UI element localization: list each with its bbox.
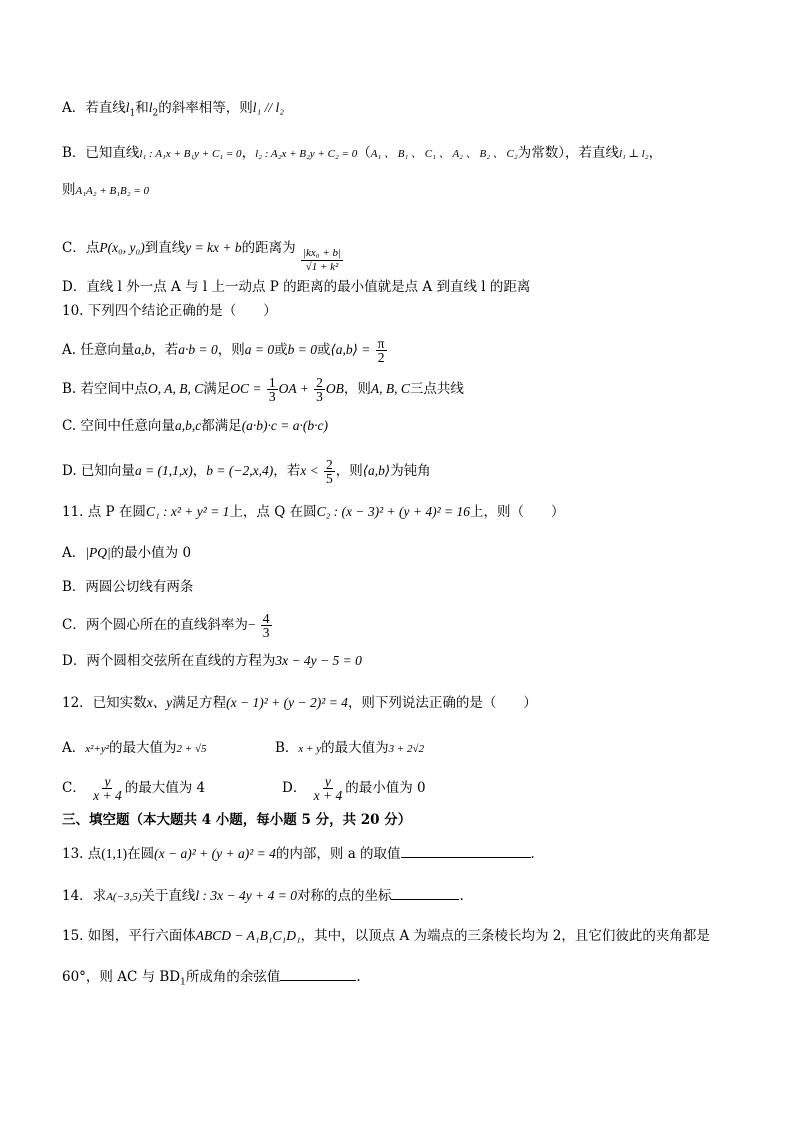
answer-blank-14[interactable]	[391, 887, 459, 900]
option-9b: B．已知直线l₁ : A₁x + B₁y + C₁ = 0，l₂ : A₂x + B₂y + C₂ = 0（A₁ 、 B₁ 、 C₁ 、 A₂ 、 B₂ 、 C₂为常数），若直线l₁ ⊥ l₂，	[62, 145, 663, 161]
question-14: 14．求A(−3,5)关于直线l : 3x − 4y + 4 = 0对称的点的坐标 .	[62, 888, 464, 904]
option-9a: A．若直线$l_1$和$l_2$的斜率相等，则l₁ // l₂	[62, 100, 284, 119]
option-9b-cont: 则A₁A₂ + B₁B₂ = 0	[62, 182, 150, 198]
option-9d: D．直线 l 外一点 A 与 l 上一动点 P 的距离的最小值就是点 A 到直线 l 的距离	[62, 279, 531, 295]
option-12b: B．x + y的最大值为3 + 2√2	[275, 740, 425, 756]
question-13: 13. 点(1,1)在圆(x − a)² + (y + a)² = 4的内部，则 a 的取值 .	[62, 846, 535, 862]
question-15-cont: 60°，则 AC 与 $BD_1$所成角的余弦值 .	[62, 969, 361, 988]
option-10c: C. 空间中任意向量a,b,c都满足(a·b)·c = a·(b·c)	[62, 418, 329, 434]
answer-blank-13[interactable]	[401, 845, 531, 858]
option-10a: A. 任意向量a,b，若a·b = 0，则a = 0或b = 0或⟨a,b⟩ = $\frac{\pi}{2}$	[62, 336, 385, 365]
option-10d: D. 已知向量a = (1,1,x)，b = (−2,x,4)，若x < $\frac{2}{5}$ ，则⟨a,b⟩为钝角	[62, 457, 431, 486]
option-10b: B. 若空间中点O, A, B, C满足OC = $\frac{1}{3}$ OA + $\frac{2}{3}$ OB，则A, B, C三点共线	[62, 375, 464, 404]
option-9c: C．点P(x₀, y₀)到直线y = kx + b的距离为 $\frac{\text{|kx₀ + b|}}{\text{√1 + k²}}$	[62, 240, 342, 273]
option-11c: C．两个圆心所在的直线斜率为− $\frac{4}{3}$	[62, 611, 270, 640]
question-15: 15. 如图，平行六面体ABCD − A₁B₁C₁D₁，其中，以顶点 A 为端点的三条棱长均为 2，且它们彼此的夹角都是	[62, 928, 710, 944]
option-11b: B．两圆公切线有两条	[62, 579, 194, 595]
option-12c: C． $\frac{y}{x + 4}$ 的最大值为 4	[62, 774, 206, 803]
question-11: 11. 点 P 在圆C₁ : x² + y² = 1上，点 Q 在圆C₂ : (x − 3)² + (y + 4)² = 16上，则（ ）	[62, 504, 565, 520]
answer-blank-15[interactable]	[280, 968, 356, 981]
option-12a: A．x²+y²的最大值为2 + √5	[62, 740, 207, 756]
option-12d: D． $\frac{y}{x + 4}$ 的最小值为 0	[282, 774, 426, 803]
question-12: 12．已知实数x、y满足方程(x − 1)² + (y − 2)² = 4，则下列说法正确的是（ ）	[62, 695, 537, 711]
option-11a: A．|PQ|的最小值为 0	[62, 545, 192, 561]
option-11d: D．两个圆相交弦所在直线的方程为3x − 4y − 5 = 0	[62, 653, 362, 669]
question-10: 10. 下列四个结论正确的是（ ）	[62, 303, 277, 319]
section-3-heading: 三、填空题（本大题共 4 小题，每小题 5 分，共 20 分）	[62, 812, 412, 828]
